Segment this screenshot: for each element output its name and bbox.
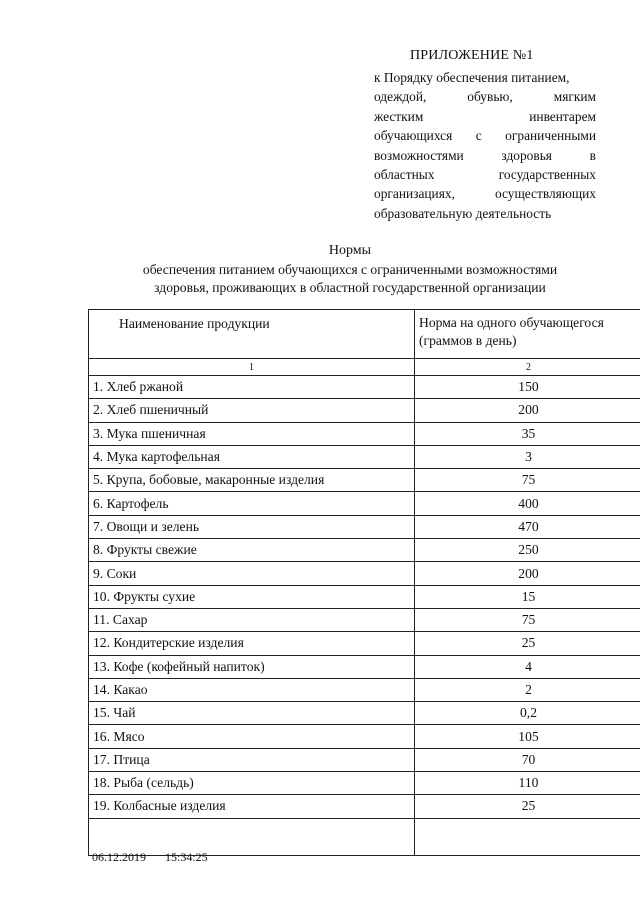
- norms-table: [88, 309, 640, 856]
- appendix-line: образовательную деятельность: [374, 205, 552, 221]
- product-norm: 150: [415, 376, 640, 399]
- appendix-line: к Порядку обеспечения питанием,: [374, 70, 570, 85]
- product-name: 9. Соки: [89, 562, 415, 585]
- table-row: [89, 562, 640, 585]
- product-name: 14. Какао: [89, 678, 415, 701]
- product-name: 1. Хлеб ржаной: [89, 376, 415, 399]
- appendix-text: [374, 68, 596, 223]
- table-row: [89, 795, 640, 818]
- footer-time: 15:34:25: [165, 850, 208, 864]
- product-norm: 25: [415, 632, 640, 655]
- table-row: [89, 655, 640, 678]
- product-norm: 105: [415, 725, 640, 748]
- product-norm: 15: [415, 585, 640, 608]
- table-row: [89, 702, 640, 725]
- table-row: [89, 678, 640, 701]
- product-norm: 250: [415, 539, 640, 562]
- appendix-title: ПРИЛОЖЕНИЕ №1: [410, 48, 534, 63]
- table-row: [89, 399, 640, 422]
- product-norm: 400: [415, 492, 640, 515]
- appendix-line: жестким инвентарем: [374, 108, 596, 124]
- product-norm: 70: [415, 748, 640, 771]
- product-name: 4. Мука картофельная: [89, 445, 415, 468]
- table-row: [89, 515, 640, 538]
- product-name: 10. Фрукты сухие: [89, 585, 415, 608]
- norms-subtitle-line-2: здоровья, проживающих в областной государственной организации: [154, 280, 546, 295]
- product-norm: 35: [415, 422, 640, 445]
- table-row: [89, 445, 640, 468]
- product-name: 16. Мясо: [89, 725, 415, 748]
- table-column-numbers: [89, 359, 640, 376]
- product-norm: 3: [415, 445, 640, 468]
- product-name: 8. Фрукты свежие: [89, 539, 415, 562]
- appendix-line: организациях, осуществляющих: [374, 186, 596, 202]
- appendix-line: одеждой, обувью, мягким: [374, 89, 596, 105]
- product-name: 11. Сахар: [89, 608, 415, 631]
- table-row: [89, 748, 640, 771]
- product-norm: 75: [415, 469, 640, 492]
- product-norm: 200: [415, 562, 640, 585]
- product-name: 19. Колбасные изделия: [89, 795, 415, 818]
- product-norm: 75: [415, 608, 640, 631]
- header-norm-line-2: (граммов в день): [419, 333, 517, 348]
- header-norm-line-1: Норма на одного обучающегося: [419, 315, 604, 330]
- column-number-1: 1: [89, 359, 415, 376]
- table-header-row: [89, 310, 640, 359]
- table-row: [89, 539, 640, 562]
- product-norm: 25: [415, 795, 640, 818]
- table-row: [89, 422, 640, 445]
- table-row: [89, 469, 640, 492]
- table-row: [89, 725, 640, 748]
- product-name: 5. Крупа, бобовые, макаронные изделия: [89, 469, 415, 492]
- product-norm: 110: [415, 772, 640, 795]
- product-name: 2. Хлеб пшеничный: [89, 399, 415, 422]
- product-norm: 0,2: [415, 702, 640, 725]
- product-name: 17. Птица: [89, 748, 415, 771]
- product-norm: 2: [415, 678, 640, 701]
- table-row: [89, 492, 640, 515]
- norms-title: Нормы: [328, 243, 372, 258]
- empty-cell: [415, 818, 640, 855]
- appendix-line: обучающихся с ограниченными: [374, 128, 596, 144]
- product-name: 7. Овощи и зелень: [89, 515, 415, 538]
- product-name: 3. Мука пшеничная: [89, 422, 415, 445]
- product-norm: 470: [415, 515, 640, 538]
- norms-subtitle: [0, 261, 640, 297]
- norms-subtitle-line-1: обеспечения питанием обучающихся с ограниченными возможностями: [142, 262, 558, 277]
- product-name: 18. Рыба (сельдь): [89, 772, 415, 795]
- product-norm: 200: [415, 399, 640, 422]
- product-norm: 4: [415, 655, 640, 678]
- product-name: 12. Кондитерские изделия: [89, 632, 415, 655]
- table-row: [89, 376, 640, 399]
- product-name: 13. Кофе (кофейный напиток): [89, 655, 415, 678]
- appendix-line: возможностями здоровья в: [374, 147, 596, 163]
- product-name: 6. Картофель: [89, 492, 415, 515]
- product-name: 15. Чай: [89, 702, 415, 725]
- table-row: [89, 632, 640, 655]
- header-norm: [415, 310, 640, 359]
- footer-date: 06.12.2019: [92, 850, 146, 864]
- table-row: [89, 585, 640, 608]
- table-row: [89, 608, 640, 631]
- table-row: [89, 772, 640, 795]
- appendix-line: областных государственных: [374, 167, 596, 183]
- column-number-2: 2: [415, 359, 640, 376]
- header-product: Наименование продукции: [89, 310, 415, 359]
